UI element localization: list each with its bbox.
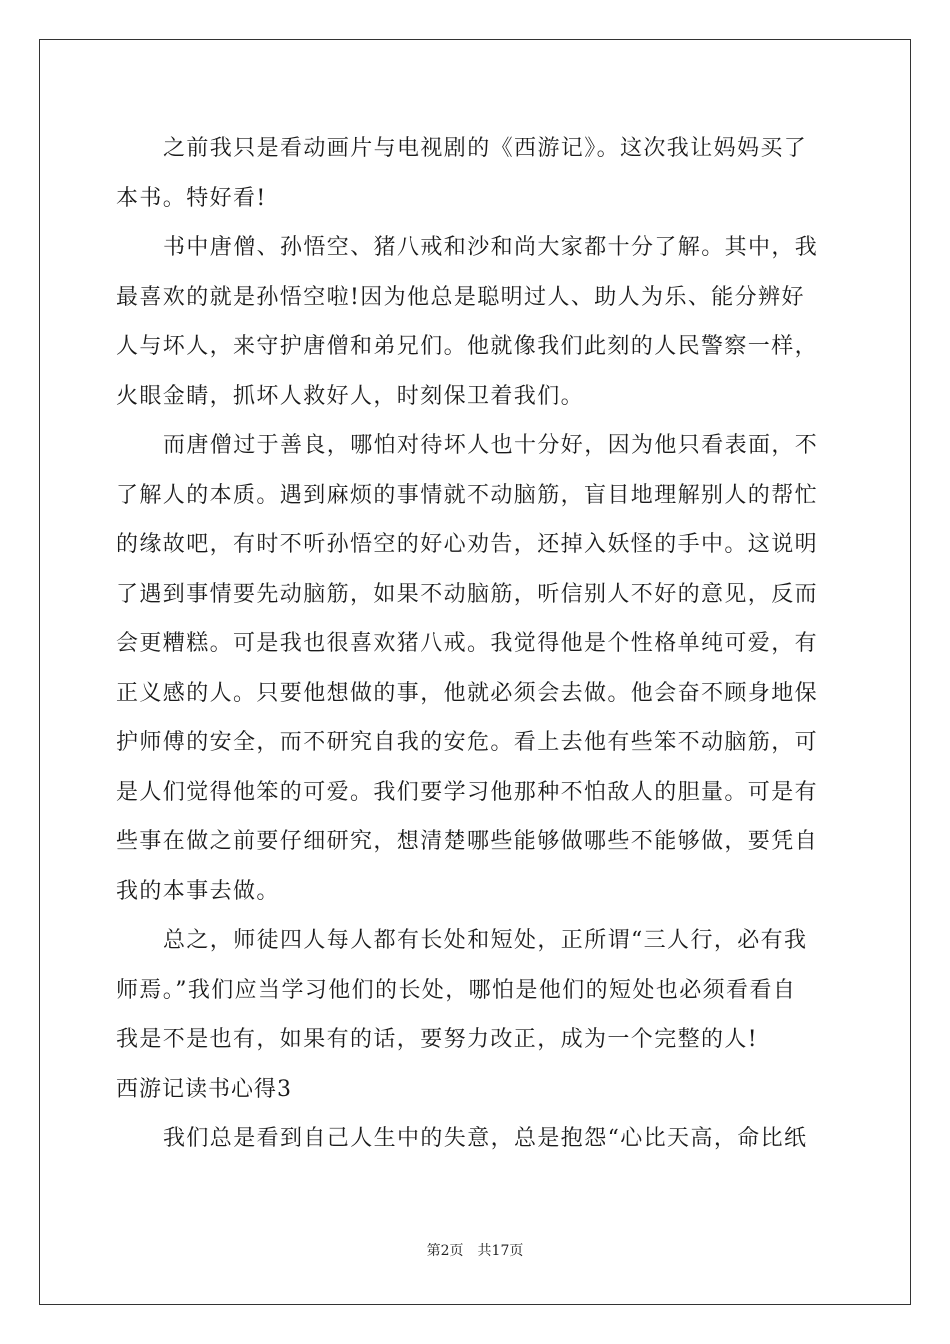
text-line: 师焉。”我们应当学习他们的长处，哪怕是他们的短处也必须看看自 bbox=[116, 977, 797, 1003]
section-heading: 西游记读书心得3 bbox=[116, 1076, 292, 1102]
page-footer bbox=[0, 1240, 950, 1260]
text-line: 正义感的人。只要他想做的事，他就必须会去做。他会奋不顾身地保 bbox=[116, 680, 819, 706]
text-line: 些事在做之前要仔细研究，想清楚哪些能够做哪些不能够做，要凭自 bbox=[116, 829, 819, 854]
text-line: 而唐僧过于善良，哪怕对待坏人也十分好，因为他只看表面，不 bbox=[163, 433, 819, 458]
text-line: 我们总是看到自己人生中的失意，总是抱怨“心比天高，命比纸 bbox=[163, 1126, 808, 1151]
text-line: 之前我只是看动画片与电视剧的《西游记》。这次我让妈妈买了 bbox=[163, 136, 808, 161]
text-line: 会更糟糕。可是我也很喜欢猪八戒。我觉得他是个性格单纯可爱，有 bbox=[116, 631, 819, 656]
text-line: 的缘故吧，有时不听孙悟空的好心劝告，还掉入妖怪的手中。这说明 bbox=[116, 532, 819, 557]
text-line: 了解人的本质。遇到麻烦的事情就不动脑筋，盲目地理解别人的帮忙 bbox=[116, 482, 819, 508]
text-line: 了遇到事情要先动脑筋，如果不动脑筋，听信别人不好的意见，反而 bbox=[116, 581, 819, 607]
page-total: 共17页 bbox=[477, 1243, 524, 1259]
text-line: 火眼金睛，抓坏人救好人，时刻保卫着我们。 bbox=[116, 383, 585, 409]
text-line: 书中唐僧、孙悟空、猪八戒和沙和尚大家都十分了解。其中，我 bbox=[163, 235, 819, 260]
text-line: 我的本事去做。 bbox=[116, 878, 280, 904]
text-line: 总之，师徒四人每人都有长处和短处，正所谓“三人行，必有我 bbox=[163, 928, 808, 953]
text-line: 我是不是也有，如果有的话，要努力改正，成为一个完整的人! bbox=[116, 1027, 759, 1052]
text-line: 本书。特好看! bbox=[116, 185, 267, 211]
text-line: 人与坏人，来守护唐僧和弟兄们。他就像我们此刻的人民警察一样， bbox=[116, 334, 819, 359]
text-line: 最喜欢的就是孙悟空啦!因为他总是聪明过人、助人为乐、能分辨好 bbox=[116, 284, 805, 310]
page-number: 第2页 bbox=[426, 1243, 464, 1259]
text-line: 是人们觉得他笨的可爱。我们要学习他那种不怕敌人的胆量。可是有 bbox=[116, 779, 819, 805]
document-body bbox=[116, 124, 832, 1164]
text-line: 护师傅的安全，而不研究自我的安危。看上去他有些笨不动脑筋，可 bbox=[116, 730, 819, 755]
